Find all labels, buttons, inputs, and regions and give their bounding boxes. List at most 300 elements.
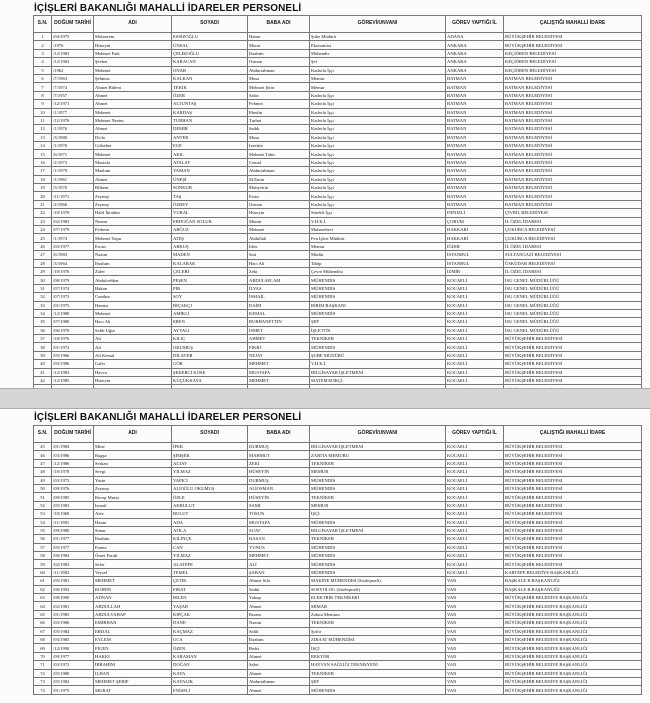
- table-row: [34, 293, 642, 301]
- cell-father-name: Hüseyin: [248, 209, 310, 217]
- cell-name: Hacı Ali: [94, 318, 172, 326]
- cell-father-name: ALİOSMAN: [248, 484, 310, 492]
- cell-title: TEKNİKER: [310, 459, 446, 467]
- cell-institution: BÜYÜKŞEHİR BELEDİYESİ: [504, 535, 642, 543]
- table-row: [34, 510, 642, 518]
- cell-sn: 54: [34, 518, 52, 526]
- cell-title: TEKNİKER: [310, 535, 446, 543]
- cell-institution: İL ÖZEL İDARESİ: [504, 217, 642, 225]
- cell-sn: 72: [34, 669, 52, 677]
- cell-province: VAN: [446, 594, 504, 602]
- cell-title: MÜHENDİS: [310, 552, 446, 560]
- cell-sn: 13: [34, 133, 52, 141]
- cell-name: Mustafa: [94, 158, 172, 166]
- cell-father-name: NEJAT: [248, 351, 310, 359]
- cell-province: KOCAELİ: [446, 451, 504, 459]
- cell-father-name: HÜSEYİN: [248, 493, 310, 501]
- cell-province: KOCAELİ: [446, 543, 504, 551]
- cell-institution: İSU GENEL MÜDÜRLÜĞÜ: [504, 318, 642, 326]
- cell-birthdate: /01/1972: [52, 343, 94, 351]
- cell-name: Sevgi: [94, 468, 172, 476]
- table-header-row: [34, 16, 642, 33]
- cell-sn: 15: [34, 150, 52, 158]
- cell-title: MATEMATİKÇİ: [310, 377, 446, 385]
- cell-institution: BATMAN BELEDİYESİ: [504, 167, 642, 175]
- cell-name: Mehmet Faik: [94, 49, 172, 57]
- cell-institution: BÜYÜKŞEHİR BELEDİYE BAŞKANLIĞI: [504, 669, 642, 677]
- table-row: [34, 150, 642, 158]
- cell-province: ADANA: [446, 33, 504, 41]
- cell-institution: İL ÖZEL İDARESİ: [504, 242, 642, 250]
- cell-birthdate: /07/1973: [52, 293, 94, 301]
- table-row: [34, 451, 642, 459]
- cell-father-name: BURHANETTİN: [248, 318, 310, 326]
- cell-name: Mine: [94, 443, 172, 451]
- cell-father-name: Ahmet: [248, 669, 310, 677]
- cell-sn: 41: [34, 368, 52, 376]
- cell-surname: UCA: [172, 635, 248, 643]
- cell-birthdate: /05/1984: [52, 627, 94, 635]
- cell-institution: BÜYÜKŞEHİR BELEDİYESİ: [504, 543, 642, 551]
- cell-surname: KALKAN: [172, 74, 248, 82]
- table-row: [34, 49, 642, 57]
- cell-birthdate: /01/1975: [52, 301, 94, 309]
- cell-province: KOCAELİ: [446, 493, 504, 501]
- cell-surname: CAN: [172, 543, 248, 551]
- cell-father-name: DURMUŞ: [248, 476, 310, 484]
- cell-title: Kadrolu İşçi: [310, 167, 446, 175]
- cell-surname: SOY: [172, 293, 248, 301]
- cell-province: KOCAELİ: [446, 552, 504, 560]
- cell-title: MİMAR: [310, 602, 446, 610]
- cell-institution: BATMAN BELEDİYESİ: [504, 100, 642, 108]
- cell-institution: KEÇİÖREN BELEDİYESİ: [504, 49, 642, 57]
- table-row: [34, 518, 642, 526]
- cell-province: BATMAN: [446, 200, 504, 208]
- cell-name: Alev: [94, 510, 172, 518]
- cell-birthdate: /03/1977: [52, 242, 94, 250]
- cell-sn: 50: [34, 484, 52, 492]
- cell-name: Hüseyin: [94, 41, 172, 49]
- cell-name: Recep Murat: [94, 493, 172, 501]
- cell-institution: İSU GENEL MÜDÜRLÜĞÜ: [504, 284, 642, 292]
- cell-father-name: AHMET: [248, 335, 310, 343]
- cell-institution: BÜYÜKŞEHİR BELEDİYE BAŞKANLIĞI: [504, 619, 642, 627]
- cell-institution: BÜYÜKŞEHİR BELEDİYESİ: [504, 451, 642, 459]
- cell-father-name: MAHMUT: [248, 451, 310, 459]
- cell-father-name: Ahmet: [248, 686, 310, 694]
- cell-surname: MADEN: [172, 251, 248, 259]
- cell-institution: İL ÖZEL İDARESİ: [504, 267, 642, 275]
- cell-sn: 67: [34, 627, 52, 635]
- cell-institution: İSU GENEL MÜDÜRLÜĞÜ: [504, 276, 642, 284]
- cell-title: TEKNİKER: [310, 493, 446, 501]
- cell-father-name: Ahmet Sifa: [248, 577, 310, 585]
- cell-surname: AKBULUT: [172, 501, 248, 509]
- cell-title: Tabip: [310, 259, 446, 267]
- cell-name: Nazım: [94, 251, 172, 259]
- cell-name: ADNAN: [94, 594, 172, 602]
- cell-institution: BÜYÜKŞEHİR BELEDİYE BAŞKANLIĞI: [504, 594, 642, 602]
- cell-father-name: Turhat: [248, 116, 310, 124]
- cell-sn: 4: [34, 58, 52, 66]
- col-header-title: GÖREVİ/UNVANI: [310, 426, 446, 443]
- cell-birthdate: /06/1992: [52, 585, 94, 593]
- cell-birthdate: /09/1976: [52, 484, 94, 492]
- cell-province: VAN: [446, 635, 504, 643]
- cell-birthdate: /05/1981: [52, 577, 94, 585]
- cell-surname: ÇELİKOĞLU: [172, 49, 248, 57]
- cell-province: BATMAN: [446, 74, 504, 82]
- cell-surname: ÜNSAL: [172, 41, 248, 49]
- cell-sn: 1: [34, 33, 52, 41]
- table-row: [34, 276, 642, 284]
- cell-father-name: Mehmet: [248, 225, 310, 233]
- cell-name: Muharrem: [94, 33, 172, 41]
- cell-title: Kadrolu İşçi: [310, 150, 446, 158]
- cell-surname: KARACAN: [172, 58, 248, 66]
- cell-name: Rugşa: [94, 451, 172, 459]
- col-header-institution: ÇALIŞTIĞI MAHALLİ İDARE: [504, 16, 642, 33]
- table-row: [34, 267, 642, 275]
- cell-name: Fatma: [94, 543, 172, 551]
- cell-surname: TAŞ: [172, 192, 248, 200]
- cell-name: Ahmet: [94, 100, 172, 108]
- table-row: [34, 41, 642, 49]
- cell-surname: ŞEKERCİ KÖSE: [172, 368, 248, 376]
- cell-father-name: ALİ: [248, 560, 310, 568]
- cell-title: ELEKTRİK TEKNİKERİ: [310, 594, 446, 602]
- cell-father-name: İbrahim: [248, 635, 310, 643]
- cell-surname: EGE: [172, 142, 248, 150]
- cell-father-name: Salih: [248, 627, 310, 635]
- table-row: [34, 33, 642, 41]
- cell-father-name: SUAT: [248, 526, 310, 534]
- cell-father-name: HÜSEYİN: [248, 468, 310, 476]
- cell-father-name: KEMAL: [248, 309, 310, 317]
- cell-province: ANKARA: [446, 58, 504, 66]
- cell-province: KOCAELİ: [446, 526, 504, 534]
- cell-sn: 74: [34, 686, 52, 694]
- cell-birthdate: /11/1971: [52, 192, 94, 200]
- cell-title: V.H.K.İ.: [310, 360, 446, 368]
- cell-title: Zabıta Memuru: [310, 610, 446, 618]
- cell-name: Bilkent: [94, 184, 172, 192]
- cell-surname: ATALAY: [172, 158, 248, 166]
- cell-province: ANKARA: [446, 41, 504, 49]
- cell-title: ŞUBE MÜDÜRÜ: [310, 351, 446, 359]
- cell-institution: İSU GENEL MÜDÜRLÜĞÜ: [504, 326, 642, 334]
- cell-institution: BÜYÜKŞEHİR BELEDİYE BAŞKANLIĞI: [504, 602, 642, 610]
- cell-birthdate: /05/1983: [52, 501, 94, 509]
- cell-surname: ÜNEŞİ: [172, 175, 248, 183]
- cell-father-name: M.Emin: [248, 175, 310, 183]
- cell-surname: KALABAK: [172, 259, 248, 267]
- cell-birthdate: /5/1970: [52, 184, 94, 192]
- cell-surname: YILMAZ: [172, 552, 248, 560]
- cell-sn: 68: [34, 635, 52, 643]
- cell-father-name: Hacı Ali: [248, 259, 310, 267]
- cell-title: BİLGİSAYAR İŞLETMENİ: [310, 526, 446, 534]
- cell-birthdate: /1/1970: [52, 142, 94, 150]
- cell-father-name: Abdurrahman: [248, 677, 310, 685]
- cell-province: KOCAELİ: [446, 335, 504, 343]
- table-row: [34, 661, 642, 669]
- cell-father-name: ABDULSELAM: [248, 276, 310, 284]
- cell-title: ZABITA MEMURU: [310, 451, 446, 459]
- cell-title: MÜHENDİS: [310, 560, 446, 568]
- cell-father-name: Musa: [248, 74, 310, 82]
- cell-province: KOCAELİ: [446, 518, 504, 526]
- cell-name: Ahmet Bülent: [94, 83, 172, 91]
- cell-name: Mehmet Nezim: [94, 116, 172, 124]
- cell-birthdate: /3/1964: [52, 259, 94, 267]
- cell-title: MÜHENDİS: [310, 476, 446, 484]
- table-row: [34, 234, 642, 242]
- cell-name: Ferhem: [94, 225, 172, 233]
- cell-sn: 38: [34, 343, 52, 351]
- cell-father-name: Nazım: [248, 619, 310, 627]
- cell-name: MURAT: [94, 686, 172, 694]
- cell-institution: BAŞKALE B.BAŞKANLIĞI: [504, 577, 642, 585]
- cell-province: VAN: [446, 585, 504, 593]
- cell-sn: 52: [34, 501, 52, 509]
- cell-surname: EREN: [172, 318, 248, 326]
- cell-father-name: Sadık: [248, 585, 310, 593]
- cell-institution: KEÇİÖREN BELEDİYESİ: [504, 58, 642, 66]
- cell-father-name: TOSUN: [248, 510, 310, 518]
- cell-title: MEMUR: [310, 501, 446, 509]
- cell-sn: 66: [34, 619, 52, 627]
- cell-institution: KEÇİÖREN BELEDİYESİ: [504, 66, 642, 74]
- cell-sn: 37: [34, 335, 52, 343]
- cell-sn: 42: [34, 377, 52, 385]
- cell-surname: OKUMUŞ: [172, 343, 248, 351]
- cell-name: Cafer: [94, 360, 172, 368]
- cell-sn: 40: [34, 360, 52, 368]
- cell-surname: KILINÇE: [172, 535, 248, 543]
- cell-institution: BATMAN BELEDİYESİ: [504, 184, 642, 192]
- table-row: [34, 66, 642, 74]
- cell-sn: 71: [34, 661, 52, 669]
- cell-father-name: İbrahim: [248, 49, 310, 57]
- cell-surname: ARĞUZ: [172, 225, 248, 233]
- cell-title: Kadrolu İşçi: [310, 133, 446, 141]
- cell-father-name: Muhyettin: [248, 184, 310, 192]
- cell-title: MAKİNE MÜHENDİSİ (Sözleşmeli): [310, 577, 446, 585]
- personnel-table: [33, 425, 642, 695]
- cell-father-name: MUSTAFA: [248, 368, 310, 376]
- table-row: [34, 619, 642, 627]
- cell-sn: 56: [34, 535, 52, 543]
- cell-institution: SULTANGAZİ BELEDİYESİ: [504, 251, 642, 259]
- cell-province: BATMAN: [446, 108, 504, 116]
- cell-surname: AYVALI: [172, 326, 248, 334]
- table-row: [34, 200, 642, 208]
- cell-province: KOCAELİ: [446, 501, 504, 509]
- cell-father-name: ŞABAN: [248, 568, 310, 576]
- cell-surname: KIPÇAK: [172, 610, 248, 618]
- cell-title: Şoför: [310, 627, 446, 635]
- cell-sn: 12: [34, 125, 52, 133]
- col-header-province: GÖREV YAPTIĞI İL: [446, 16, 504, 33]
- cell-father-name: Sabri: [248, 91, 310, 99]
- cell-province: VAN: [446, 577, 504, 585]
- cell-province: KOCAELİ: [446, 368, 504, 376]
- cell-institution: BÜYÜKŞEHİR BELEDİYE BAŞKANLIĞI: [504, 644, 642, 652]
- cell-name: Hüseyin: [94, 377, 172, 385]
- cell-sn: 34: [34, 309, 52, 317]
- cell-surname: AKIL: [172, 150, 248, 158]
- cell-name: Ahmet: [94, 175, 172, 183]
- cell-name: ROJBİN: [94, 585, 172, 593]
- cell-title: MÜHENDİS: [310, 686, 446, 694]
- cell-birthdate: /01/1984: [52, 443, 94, 451]
- cell-name: Serkan: [94, 459, 172, 467]
- cell-father-name: İzzettin: [248, 142, 310, 150]
- table-row: [34, 443, 642, 451]
- cell-sn: 35: [34, 318, 52, 326]
- cell-surname: BIÇAKÇI: [172, 301, 248, 309]
- cell-province: İSTANBUL: [446, 251, 504, 259]
- cell-birthdate: /12/1980: [52, 309, 94, 317]
- table-row: [34, 610, 642, 618]
- cell-name: Salih Uğur: [94, 326, 172, 334]
- cell-province: KOCAELİ: [446, 293, 504, 301]
- cell-surname: ÖZBEY: [172, 200, 248, 208]
- table-row: [34, 125, 642, 133]
- cell-name: ERDAL: [94, 627, 172, 635]
- cell-name: MEHMET ŞERİF: [94, 677, 172, 685]
- cell-title: Kadrolu İşçi: [310, 100, 446, 108]
- cell-title: Muhasebeci: [310, 225, 446, 233]
- cell-father-name: Ebedin: [248, 108, 310, 116]
- cell-sn: 11: [34, 116, 52, 124]
- table-row: [34, 677, 642, 685]
- cell-birthdate: /02/1983: [52, 560, 94, 568]
- cell-sn: 28: [34, 259, 52, 267]
- cell-province: BATMAN: [446, 175, 504, 183]
- cell-surname: ONAR: [172, 66, 248, 74]
- cell-institution: BATMAN BELEDİYESİ: [504, 158, 642, 166]
- cell-name: İLHAN: [94, 669, 172, 677]
- cell-province: KOCAELİ: [446, 351, 504, 359]
- cell-name: Ali Kemal: [94, 351, 172, 359]
- col-header-institution: ÇALIŞTIĞI MAHALLİ İDARE: [504, 426, 642, 443]
- cell-province: VAN: [446, 686, 504, 694]
- cell-title: MÜHENDİS: [310, 343, 446, 351]
- cell-province: DENİZLİ: [446, 209, 504, 217]
- cell-birthdate: /12/1983: [52, 49, 94, 57]
- cell-sn: 32: [34, 293, 52, 301]
- cell-name: ABDULVAHAP: [94, 610, 172, 618]
- cell-birthdate: /1/1961: [52, 175, 94, 183]
- cell-province: İZMİR: [446, 267, 504, 275]
- table-row: [34, 585, 642, 593]
- cell-birthdate: /7/1957: [52, 91, 94, 99]
- cell-father-name: Hasan: [248, 33, 310, 41]
- cell-sn: 29: [34, 267, 52, 275]
- table-body: [34, 33, 642, 402]
- table-row: [34, 644, 642, 652]
- cell-province: KOCAELİ: [446, 284, 504, 292]
- cell-surname: ATEŞ: [172, 234, 248, 242]
- cell-name: Şevket: [94, 58, 172, 66]
- table-row: [34, 209, 642, 217]
- table-row: [34, 476, 642, 484]
- cell-institution: BÜYÜKŞEHİR BELEDİYE BAŞKANLIĞI: [504, 652, 642, 660]
- table-row: [34, 594, 642, 602]
- cell-name: Cumhur: [94, 293, 172, 301]
- table-row: [34, 251, 642, 259]
- cell-father-name: Musa: [248, 133, 310, 141]
- table-row: [34, 669, 642, 677]
- cell-title: Kadrolu İşçi: [310, 158, 446, 166]
- cell-father-name: Abdurrahman: [248, 66, 310, 74]
- cell-father-name: Murat: [248, 41, 310, 49]
- cell-province: BATMAN: [446, 158, 504, 166]
- cell-birthdate: /1/1976: [52, 125, 94, 133]
- cell-province: BATMAN: [446, 100, 504, 108]
- cell-title: BİLGİSAYAR İŞLETMENİ: [310, 443, 446, 451]
- table-row: [34, 501, 642, 509]
- cell-sn: 57: [34, 543, 52, 551]
- cell-birthdate: /01/1985: [52, 610, 94, 618]
- cell-institution: BÜYÜKŞEHİR BELEDİYESİ: [504, 459, 642, 467]
- cell-birthdate: /10/1968: [52, 510, 94, 518]
- cell-father-name: SAMİ: [248, 501, 310, 509]
- col-header-sn: S.N.: [34, 16, 52, 33]
- cell-institution: BÜYÜKŞEHİR BELEDİYESİ: [504, 518, 642, 526]
- cell-name: Diclo: [94, 133, 172, 141]
- cell-sn: 55: [34, 526, 52, 534]
- cell-surname: ALİOĞLU OKUMUŞ: [172, 484, 248, 492]
- col-header-name: ADI: [94, 16, 172, 33]
- cell-name: Sonar: [94, 526, 172, 534]
- cell-province: BATMAN: [446, 192, 504, 200]
- cell-birthdate: /2/1966: [52, 200, 94, 208]
- cell-birthdate: /12/1963: [52, 58, 94, 66]
- cell-province: İSTANBUL: [446, 259, 504, 267]
- cell-surname: ENİSELİ: [172, 686, 248, 694]
- cell-surname: TEMEL: [172, 568, 248, 576]
- cell-province: VAN: [446, 627, 504, 635]
- col-header-father-name: BABA ADI: [248, 426, 310, 443]
- cell-father-name: Ahmet: [248, 602, 310, 610]
- cell-sn: 45: [34, 443, 52, 451]
- cell-institution: BÜYÜKŞEHİR BELEDİYESİ: [504, 33, 642, 41]
- cell-birthdate: /12/1971: [52, 100, 94, 108]
- cell-birthdate: /03/1985: [52, 635, 94, 643]
- cell-surname: AMİKLİ: [172, 309, 248, 317]
- table-row: [34, 602, 642, 610]
- cell-surname: KILIÇ: [172, 335, 248, 343]
- table-row: [34, 158, 642, 166]
- col-header-name: ADI: [94, 426, 172, 443]
- cell-birthdate: /11/1982: [52, 568, 94, 576]
- cell-institution: BÜYÜKŞEHİR BELEDİYESİ: [504, 360, 642, 368]
- cell-surname: ALTAY: [172, 459, 248, 467]
- col-header-province: GÖREV YAPTIĞI İL: [446, 426, 504, 443]
- cell-title: TEKNİKER: [310, 669, 446, 677]
- cell-institution: BÜYÜKŞEHİR BELEDİYESİ: [504, 560, 642, 568]
- table-row: [34, 468, 642, 476]
- cell-name: Halil İbrahim: [94, 209, 172, 217]
- table-row: [34, 83, 642, 91]
- cell-institution: BÜYÜKŞEHİR BELEDİYE BAŞKANLIĞI: [504, 677, 642, 685]
- cell-province: KOCAELİ: [446, 560, 504, 568]
- cell-birthdate: /10/1978: [52, 468, 94, 476]
